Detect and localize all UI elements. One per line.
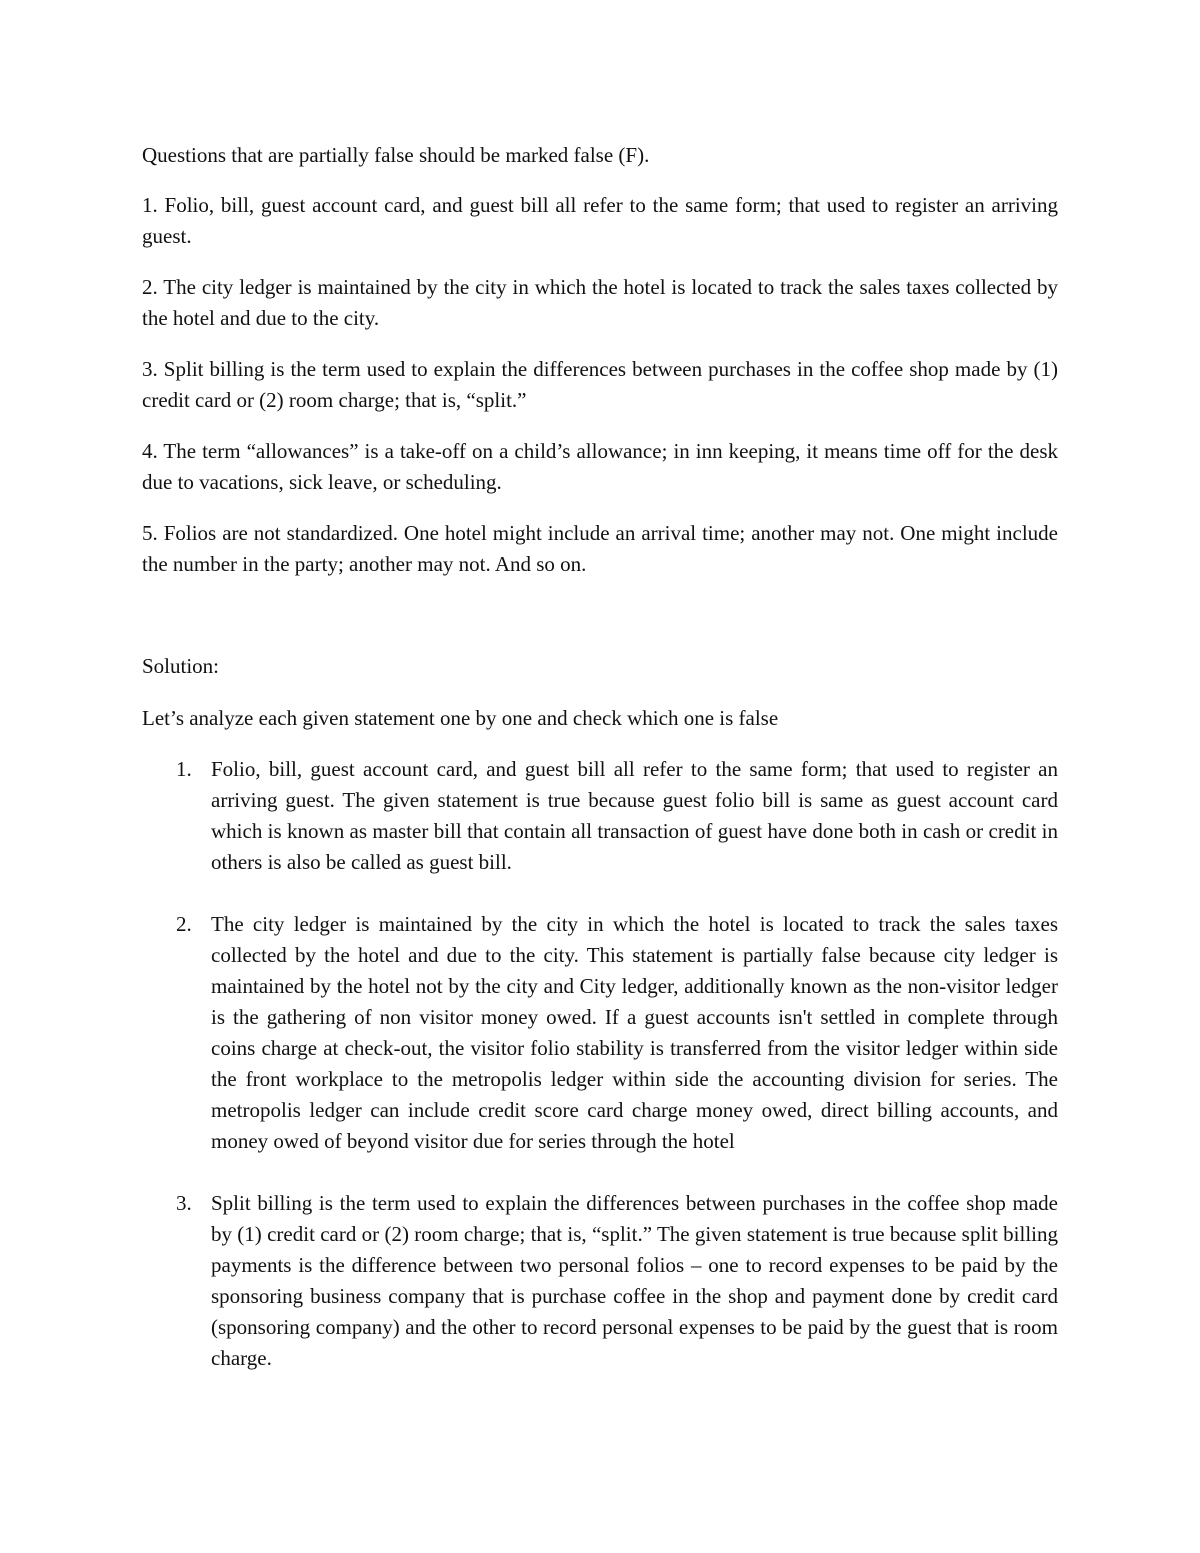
answer-number: 3. [176,1191,192,1215]
instruction-text: Questions that are partially false should be marked false (F). [142,143,650,167]
question-4: 4. The term “allowances” is a take-off on a child’s allowance; in inn keeping, it means time off for the desk due to vacations, sick leave, or scheduling. [142,439,1058,494]
question-1: 1. Folio, bill, guest account card, and guest bill all refer to the same form; that used to register an arriving guest. [142,193,1058,248]
question-2: 2. The city ledger is maintained by the city in which the hotel is located to track the sales taxes collected by the hotel and due to the city. [142,275,1058,330]
analysis-intro: Let’s analyze each given statement one by one and check which one is false [142,706,779,730]
section-spacer [142,600,1058,651]
answer-item-1 [142,754,1058,878]
answer-item-2 [142,909,1058,1157]
answer-number: 2. [176,912,192,936]
answer-number: 1. [176,757,192,781]
answer-item-3 [142,1188,1058,1374]
question-5: 5. Folios are not standardized. One hotel might include an arrival time; another may not. One might include the number in the party; another may not. And so on. [142,521,1058,576]
answer-list [142,754,1058,1374]
answer-text: Folio, bill, guest account card, and guest bill all refer to the same form; that used to register an arriving guest. The given statement is true because guest folio bill is same as guest account card which is known as master bill that contain all transaction of guest have done both in cash or credit in others is also be called as guest bill. [211,757,1058,874]
answer-text: Split billing is the term used to explain the differences between purchases in the coffee shop made by (1) credit card or (2) room charge; that is, “split.” The given statement is true because split billing payments is the difference between two personal folios – one to record expenses to be paid by the sponsoring business company that is purchase coffee in the shop and payment done by credit card (sponsoring company) and the other to record personal expenses to be paid by the guest that is room charge. [211,1191,1058,1370]
solution-heading: Solution: [142,654,220,678]
question-3: 3. Split billing is the term used to explain the differences between purchases in the coffee shop made by (1) credit card or (2) room charge; that is, “split.” [142,357,1058,412]
answer-text: The city ledger is maintained by the city in which the hotel is located to track the sales taxes collected by the hotel and due to the city. This statement is partially false because city ledger is maintained by the hotel not by the city and City ledger, additionally known as the non-visitor ledger is the gathering of non visitor money owed. If a guest accounts isn't settled in complete through coins charge at check-out, the visitor folio stability is transferred from the visitor ledger within side the front workplace to the metropolis ledger within side the accounting division for series. The metropolis ledger can include credit score card charge money owed, direct billing accounts, and money owed of beyond visitor due for series through the hotel [211,912,1058,1153]
document-content [142,140,1058,1405]
